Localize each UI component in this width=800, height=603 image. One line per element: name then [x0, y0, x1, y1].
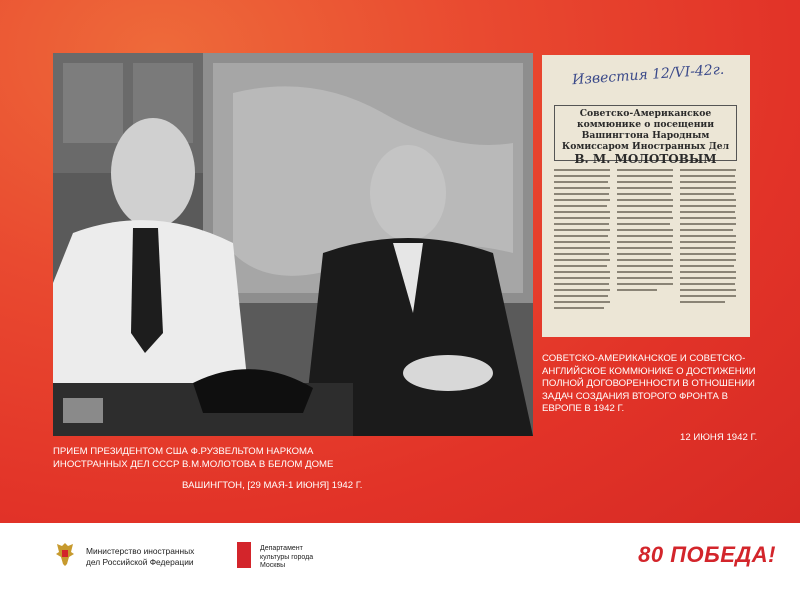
newspaper-headline: Советско-Американское коммюнике о посещении Вашингтона Народным Комиссаром Иностранных Дел В. М. МОЛОТОВЫМ [554, 105, 737, 161]
moscow-culture-label: Департамент культуры города Москвы [260, 545, 314, 569]
moscow-emblem-icon [237, 542, 251, 568]
handwritten-note: Известия 12/VI-42г. [571, 61, 725, 89]
mfa-label: Министерство иностранных дел Российской Федерации [86, 546, 195, 567]
newspaper-clipping [542, 55, 750, 337]
newspaper-text-columns [554, 167, 737, 327]
document-date: 12 ИЮНЯ 1942 Г. [680, 432, 758, 443]
photo-caption: ПРИЕМ ПРЕЗИДЕНТОМ США Ф.РУЗВЕЛЬТОМ НАРКОМА ИНОСТРАННЫХ ДЕЛ СССР В.М.МОЛОТОВА В БЕЛОМ ДОМЕ [53, 446, 334, 470]
historical-photo [53, 53, 533, 436]
double-headed-eagle-icon [55, 540, 75, 568]
victory-80-logo: 80 ПОБЕДА! [638, 542, 776, 567]
photo-date: ВАШИНГТОН, [29 МАЯ-1 ИЮНЯ] 1942 Г. [182, 480, 363, 491]
document-caption: СОВЕТСКО-АМЕРИКАНСКОЕ И СОВЕТСКО-АНГЛИЙСКОЕ КОММЮНИКЕ О ДОСТИЖЕНИИ ПОЛНОЙ ДОГОВОРЕННОСТИ В ОТНОШЕНИИ ЗАДАЧ СОЗДАНИЯ ВТОРОГО ФРОНТА В ЕВРОПЕ В 1942 Г. [542, 353, 756, 414]
